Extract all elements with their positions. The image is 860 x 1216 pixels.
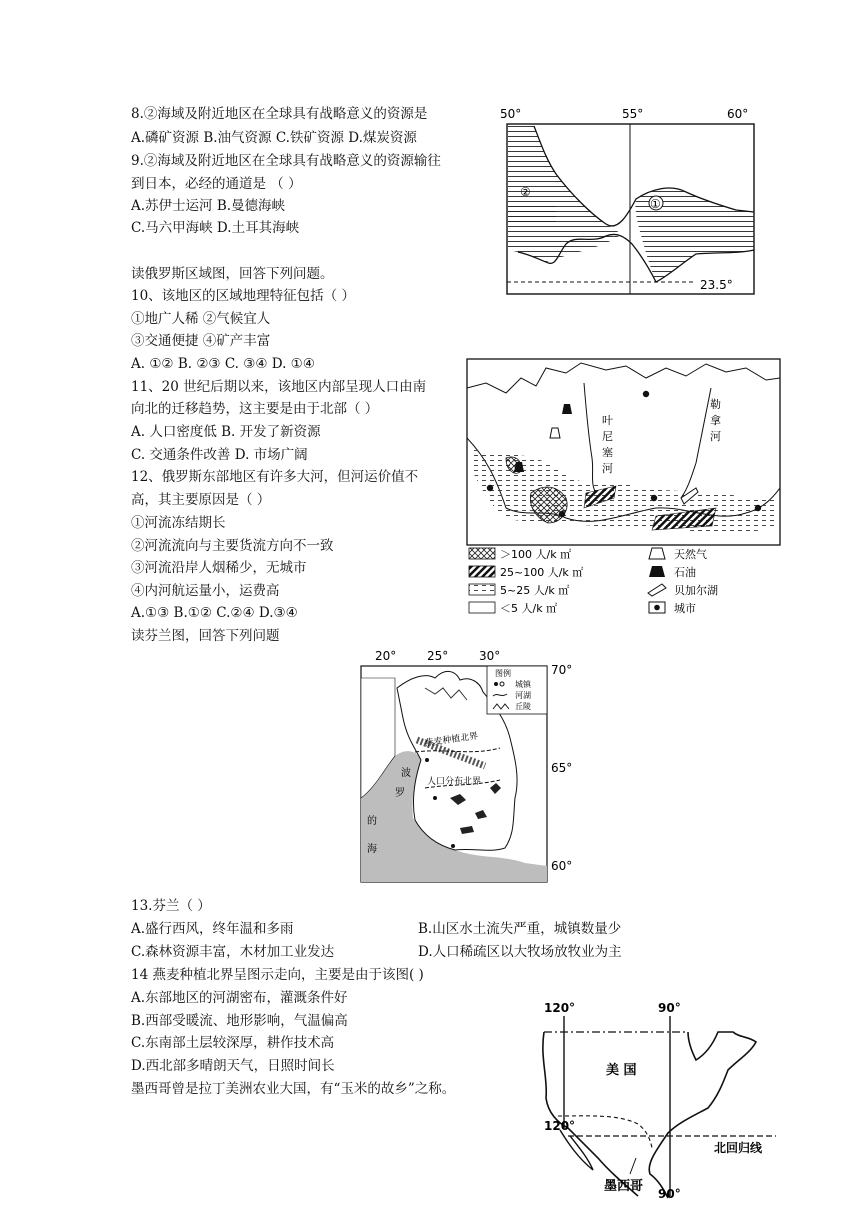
q12-stem-cont: 高，其主要原因是（ ） [131, 492, 271, 508]
q9-stem: 9.②海域及附近地区在全球具有战略意义的资源输往 [131, 153, 441, 169]
city-dot [487, 485, 493, 491]
q11-stem: 11、20 世纪后期以来，该地区内部呈现人口由南 [131, 379, 427, 395]
legend-5-25-label: 5~25 人/k ㎡ [500, 584, 570, 597]
q13-option-d: D.人口稀疏区以大牧场放牧业为主 [418, 944, 622, 960]
q13-option-b: B.山区水土流失严重，城镇数量少 [418, 921, 622, 937]
lat-60-label: 60° [551, 859, 573, 873]
lon-90-label: 90° [658, 1001, 681, 1015]
lena-char-3: 河 [710, 430, 721, 443]
yenisei-char-3: 塞 [602, 446, 613, 459]
legend-swatch-5-25 [469, 584, 495, 595]
q13-option-a: A.盛行西风，终年温和多雨 [131, 921, 294, 937]
sea-char-1: 波 [401, 768, 411, 779]
marker-1-label: ① [650, 197, 661, 211]
legend-lake-label: 贝加尔湖 [674, 584, 718, 597]
legend-25-100-label: 25~100 人/k ㎡ [500, 566, 584, 579]
q11-options-cd: C. 交通条件改善 D. 市场广阔 [131, 447, 308, 463]
q11-options-ab: A. 人口密度低 B. 开发了新资源 [131, 424, 321, 440]
q14-stem: 14 燕麦种植北界呈图示走向，主要是由于该图( ) [131, 967, 424, 983]
usa-label: 美 国 [606, 1063, 637, 1078]
legend-river-label: 河湖 [515, 691, 531, 700]
city-dot [651, 495, 657, 501]
finland-map [355, 648, 585, 888]
lat-65-label: 65° [551, 761, 573, 775]
q12-item-2: ②河流流向与主要货流方向不一致 [131, 538, 334, 554]
russia-intro: 读俄罗斯区域图，回答下列问题。 [131, 266, 334, 282]
lena-char-2: 拿 [710, 414, 721, 427]
q14-option-d: D.西北部多晴朗天气，日照时间长 [131, 1058, 335, 1074]
legend-hill-label: 丘陵 [515, 702, 531, 711]
legend-lt5-label: ＜5 人/k ㎡ [500, 602, 558, 615]
pop-north-limit-label: 人口分布北界 [427, 777, 482, 787]
yenisei-char-1: 叶 [602, 414, 613, 427]
q8-options: A.磷矿资源 B.油气资源 C.铁矿资源 D.煤炭资源 [131, 130, 417, 146]
gas-field-icon [550, 428, 560, 438]
legend-swatch-25-100 [469, 566, 495, 577]
lon-60-label: 60° [727, 107, 749, 121]
city-dot [559, 511, 565, 517]
usa-mexico-map [518, 998, 778, 1202]
q10-options: A. ①② B. ②③ C. ③④ D. ①④ [131, 356, 315, 372]
finland-intro: 读芬兰图，回答下列问题 [131, 628, 280, 644]
city-dot [643, 391, 649, 397]
legend-title: 图例 [495, 669, 511, 678]
mexico-label: 墨西哥 [604, 1179, 644, 1194]
marker-2-label: ② [520, 185, 531, 199]
q14-option-b: B.西部受暖流、地形影响，气温偏高 [131, 1013, 348, 1029]
legend-gas-label: 天然气 [674, 548, 707, 561]
tropic-label: 北回归线 [714, 1141, 763, 1155]
mexico-intro: 墨西哥曾是拉丁美洲农业大国，有“玉米的故乡”之称。 [131, 1081, 456, 1097]
legend-gas-icon [649, 548, 665, 559]
q10-stem: 10、该地区的区域地理特征包括（ ） [131, 288, 355, 304]
lon-20-label: 20° [375, 649, 397, 663]
sea-char-4: 海 [367, 844, 377, 855]
q9-options-cd: C.马六甲海峡 D.土耳其海峡 [131, 220, 300, 236]
lon-120-bottom-label: 120° [544, 1119, 576, 1133]
legend-gt100-label: ＞100 人/k ㎡ [500, 548, 572, 561]
lon-120-label: 120° [544, 1001, 576, 1015]
tropic-label: 23.5° [700, 278, 733, 292]
yenisei-char-4: 河 [602, 462, 613, 475]
legend-swatch-lt5 [469, 602, 495, 613]
q10-items-12: ①地广人稀 ②气候宜人 [131, 311, 271, 327]
lon-90-bottom-label: 90° [658, 1187, 681, 1201]
q13-option-c: C.森林资源丰富，木材加工业发达 [131, 944, 335, 960]
q12-stem: 12、俄罗斯东部地区有许多大河，但河运价值不 [131, 469, 419, 485]
oat-north-limit-label: 燕麦种植北界 [424, 731, 479, 749]
legend-swatch-gt100 [469, 548, 495, 559]
legend-lake-icon [648, 584, 666, 596]
q10-items-34: ③交通便捷 ④矿产丰富 [131, 333, 271, 349]
north-america-coast [543, 1032, 756, 1198]
lon-25-label: 25° [427, 649, 449, 663]
q13-stem: 13.芬兰（ ） [131, 898, 211, 914]
persian-gulf-map [496, 104, 766, 300]
lon-30-label: 30° [479, 649, 501, 663]
q8-stem: 8.②海域及附近地区在全球具有战略意义的资源是 [131, 106, 428, 122]
sea-char-2: 罗 [395, 788, 405, 799]
lon-55-label: 55° [622, 107, 644, 121]
lat-70-label: 70° [551, 663, 573, 677]
town-dot [433, 796, 437, 800]
legend-town-label: 城镇 [515, 680, 531, 689]
yenisei-char-2: 尼 [602, 430, 613, 443]
q12-item-1: ①河流冻结期长 [131, 515, 226, 531]
town-dot [451, 844, 455, 848]
q14-option-c: C.东南部土层较深厚，耕作技术高 [131, 1035, 335, 1051]
q12-item-3: ③河流沿岸人烟稀少，无城市 [131, 560, 307, 576]
russia-map [466, 358, 782, 618]
q12-item-4: ④内河航运量小，运费高 [131, 583, 280, 599]
mexico-pointer [630, 1158, 636, 1174]
legend-town-icon [494, 682, 498, 686]
legend-oil-icon [649, 566, 665, 577]
q12-options: A.①③ B.①② C.②④ D.③④ [131, 605, 298, 621]
city-dot [755, 505, 761, 511]
legend-city-icon [654, 605, 660, 611]
sea-char-3: 的 [367, 816, 377, 827]
q9-options-ab: A.苏伊士运河 B.曼德海峡 [131, 198, 286, 214]
lena-char-1: 勒 [710, 398, 721, 411]
legend-oil-label: 石油 [674, 566, 696, 579]
legend-city-label: 城市 [674, 602, 696, 615]
q14-option-a: A.东部地区的河湖密布，灌溉条件好 [131, 990, 348, 1006]
town-dot [425, 758, 429, 762]
lon-50-label: 50° [500, 107, 522, 121]
q11-stem-cont: 向北的迁移趋势，这主要是由于北部（ ） [131, 401, 379, 417]
q9-stem-cont: 到日本，必经的通道是 （ ） [131, 176, 302, 192]
sea-2-water [508, 204, 556, 224]
